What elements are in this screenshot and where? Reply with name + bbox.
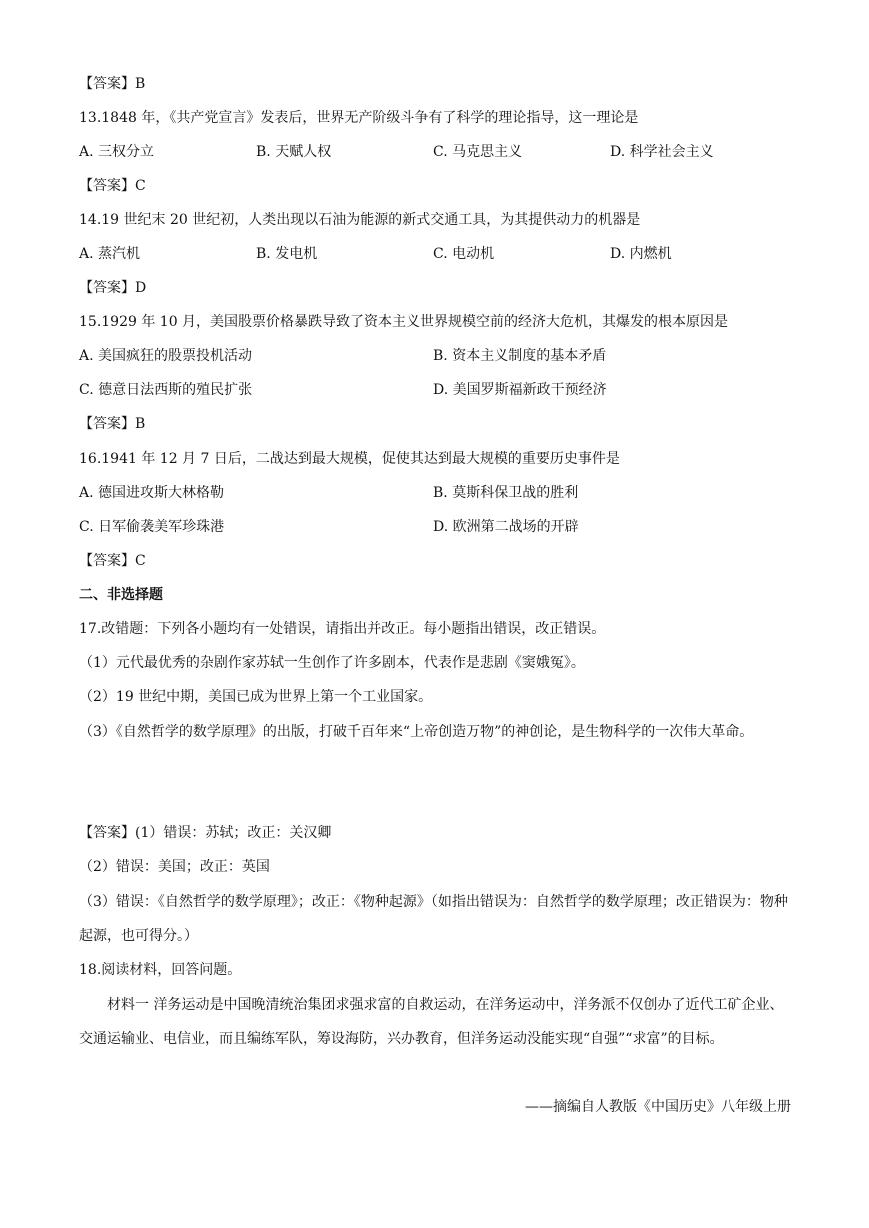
q18-source: ——摘编自人教版《中国历史》八年级上册 (525, 1099, 791, 1115)
answer-16: 【答案】C (79, 553, 146, 569)
q17-item-3: （3）《自然哲学的数学原理》的出版，打破千百年来“上帝创造万物”的神创论，是生物科学的一次伟大革命。 (79, 724, 754, 740)
q16-option-d: D. 欧洲第二战场的开辟 (433, 519, 579, 535)
q16-option-c: C. 日军偷袭美军珍珠港 (79, 519, 225, 535)
answer-12: 【答案】B (79, 76, 146, 92)
q15-option-b: B. 资本主义制度的基本矛盾 (433, 348, 607, 364)
q13-option-a: A. 三权分立 (79, 144, 155, 160)
q14-option-c: C. 电动机 (433, 246, 495, 262)
question-18-stem: 18.阅读材料，回答问题。 (79, 962, 242, 978)
answer-13: 【答案】C (79, 178, 146, 194)
q14-option-d: D. 内燃机 (610, 246, 672, 262)
q15-option-a: A. 美国疯狂的股票投机活动 (79, 348, 253, 364)
question-16-stem: 16.1941 年 12 月 7 日后，二战达到最大规模，促使其达到最大规模的重要历史事件是 (79, 451, 620, 467)
q17-answer-2: （2）错误：美国；改正：英国 (79, 859, 270, 875)
q14-option-b: B. 发电机 (256, 246, 318, 262)
question-17-stem: 17.改错题：下列各小题均有一处错误，请指出并改正。每小题指出错误，改正错误。 (79, 621, 606, 637)
q17-answer-1: 【答案】(1）错误：苏轼；改正：关汉卿 (79, 825, 332, 841)
q18-material-1: 材料一 洋务运动是中国晚清统治集团求强求富的自救运动，在洋务运动中，洋务派不仅创办了近代工矿企业、交通运输业、电信业，而且编练军队，筹设海防，兴办教育，但洋务运动没能实现“自强”“求富”的目标。 (79, 997, 784, 1047)
q13-option-c: C. 马克思主义 (433, 144, 523, 160)
question-13-stem: 13.1848 年，《共产党宣言》发表后，世界无产阶级斗争有了科学的理论指导，这一理论是 (79, 110, 639, 126)
question-15-stem: 15.1929 年 10 月，美国股票价格暴跌导致了资本主义世界规模空前的经济大危机，其爆发的根本原因是 (79, 314, 729, 330)
q17-answer-3: （3）错误：《自然哲学的数学原理》；改正：《物种起源》（如指出错误为：自然哲学的数学原理；改正错误为：物种起源，也可得分。） (79, 894, 788, 944)
q17-item-2: （2）19 世纪中期，美国已成为世界上第一个工业国家。 (79, 689, 433, 705)
q13-option-d: D. 科学社会主义 (610, 144, 714, 160)
q17-item-1: （1）元代最优秀的杂剧作家苏轼一生创作了许多剧本，代表作是悲剧《窦娥冤》。 (79, 655, 585, 671)
q14-option-a: A. 蒸汽机 (79, 246, 141, 262)
question-14-stem: 14.19 世纪末 20 世纪初，人类出现以石油为能源的新式交通工具，为其提供动力的机器是 (79, 212, 641, 228)
answer-14: 【答案】D (79, 280, 147, 296)
section-title: 二、非选择题 (79, 587, 163, 603)
answer-15: 【答案】B (79, 416, 146, 432)
q16-option-b: B. 莫斯科保卫战的胜利 (433, 485, 579, 501)
q13-option-b: B. 天赋人权 (256, 144, 332, 160)
q16-option-a: A. 德国进攻斯大林格勒 (79, 485, 225, 501)
q15-option-d: D. 美国罗斯福新政干预经济 (433, 382, 607, 398)
q15-option-c: C. 德意日法西斯的殖民扩张 (79, 382, 253, 398)
